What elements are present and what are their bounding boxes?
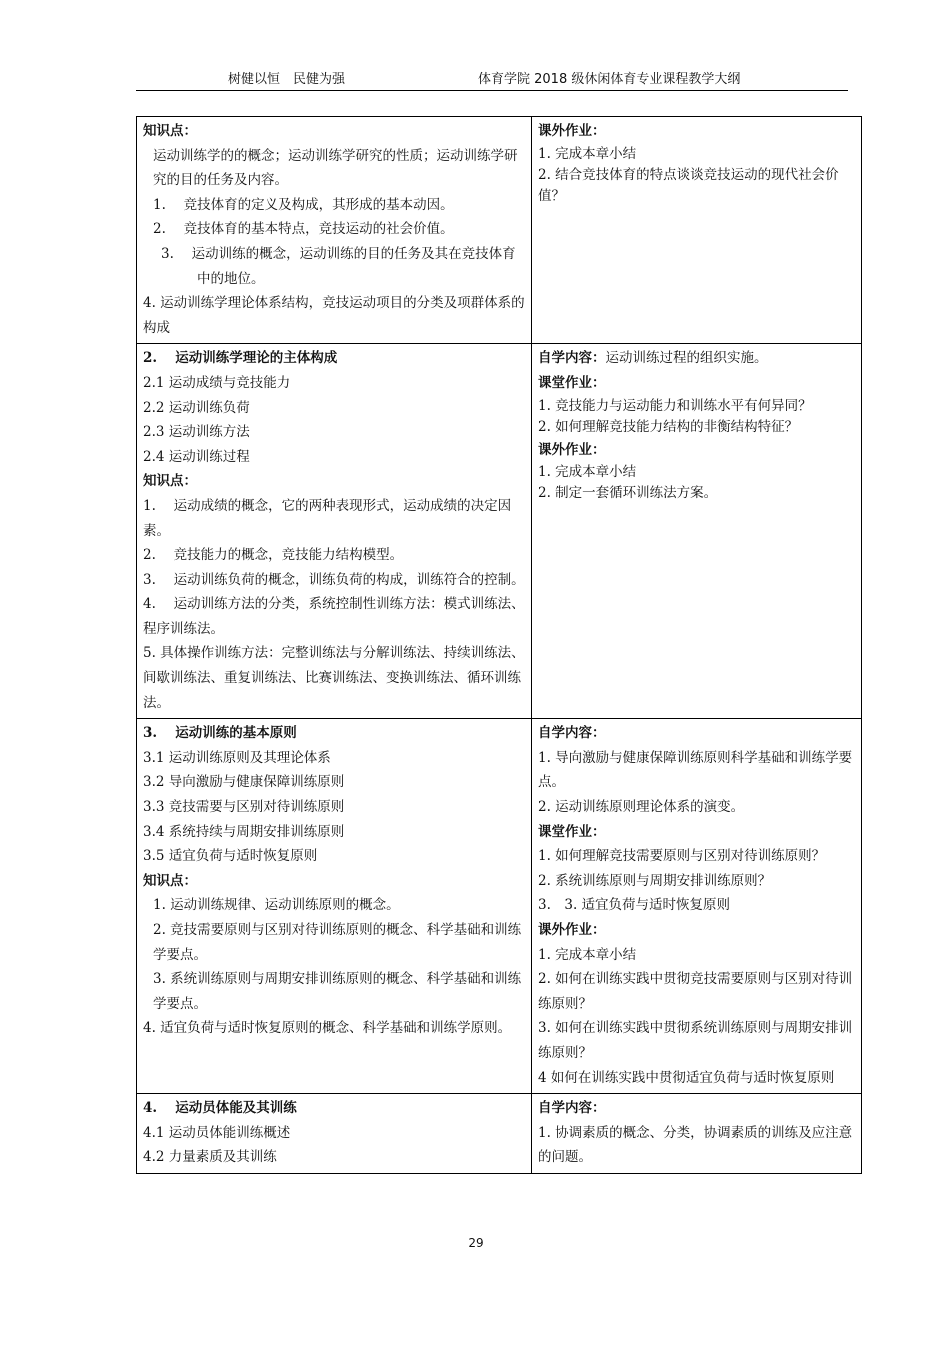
text-line: 2. 结合竞技体育的特点谈谈竞技运动的现代社会价值？ [538,166,839,204]
section-heading: 自学内容： [538,725,606,742]
section-heading: 课堂作业： [538,374,606,391]
assignment-cell [532,1094,862,1174]
table-row [137,1094,862,1174]
text-line: 2.2 运动训练负荷 [143,399,250,416]
text-line: 2. 运动训练原则理论体系的演变。 [538,799,745,816]
text-line: 3.1 运动训练原则及其理论体系 [143,749,331,766]
syllabus-table [136,116,862,1174]
text-line: 2. 竞技需要原则与区别对待训练原则的概念、科学基础和训练学要点。 [153,922,522,963]
text-line: 4. 适宜负荷与适时恢复原则的概念、科学基础和训练学原则。 [143,1020,512,1037]
content-cell [137,1094,532,1174]
content-cell [137,719,532,1094]
page-header [136,68,848,91]
text-line: 1. 完成本章小结 [538,946,637,963]
text-line: 1. 运动训练规律、运动训练原则的概念。 [153,897,400,914]
assignment-cell [532,344,862,719]
text-line: 1. 运动成绩的概念，它的两种表现形式，运动成绩的决定因素。 [143,497,512,539]
text-line: 1. 完成本章小结 [538,464,637,481]
text-line: 2. 如何在训练实践中贯彻竞技需要原则与区别对待训练原则？ [538,971,853,1012]
text-line: 1. 导向激励与健康保障训练原则科学基础和训练学要点。 [538,749,853,791]
text-line: 3. 系统训练原则与周期安排训练原则的概念、科学基础和训练学要点。 [153,971,522,1012]
header-title: 体育学院 2018 级休闲体育专业课程教学大纲 [478,72,741,87]
text-line: 3.3 竞技需要与区别对待训练原则 [143,799,345,816]
text-line: 运动训练学的的概念；运动训练学研究的性质；运动训练学研究的目的任务及内容。 [153,147,518,189]
text-line: 3. 3. 适宜负荷与适时恢复原则 [538,897,731,914]
text-line: 2. 如何理解竞技能力结构的非衡结构特征？ [538,418,799,435]
text-line: 2.3 运动训练方法 [143,424,250,441]
text-line: 4.2 力量素质及其训练 [143,1149,277,1166]
section-heading: 课外作业： [538,441,606,458]
line-text: 运动训练过程的组织实施。 [605,350,768,367]
text-line: 2. 竞技能力的概念，竞技能力结构模型。 [143,547,404,564]
table-row [137,117,862,344]
section-heading: 知识点： [143,123,197,139]
text-line: 1. 完成本章小结 [538,145,637,162]
text-line: 3.2 导向激励与健康保障训练原则 [143,774,345,791]
text-line: 2. 制定一套循环训练法方案。 [538,485,718,502]
header-motto: 树健以恒 民健为强 [228,72,346,87]
table-row [137,344,862,719]
content-cell [137,117,532,344]
text-line: 3. 运动训练负荷的概念，训练负荷的构成，训练符合的控制。 [143,571,525,588]
text-line: 1. 竞技体育的定义及构成，其形成的基本动因。 [153,196,454,213]
assignment-cell [532,719,862,1094]
text-line: 4. 运动训练方法的分类，系统控制性训练方法：模式训练法、程序训练法。 [143,596,525,637]
table-row [137,719,862,1094]
content-cell [137,344,532,719]
text-line: 4. 运动训练学理论体系结构，竞技运动项目的分类及项群体系的构成 [143,295,525,336]
section-heading: 自学内容： [538,1100,606,1117]
text-line: 1. 竞技能力与运动能力和训练水平有何异同？ [538,397,812,414]
text-line: 3.5 适宜负荷与适时恢复原则 [143,848,318,865]
section-heading: 课堂作业： [538,823,606,840]
section-heading: 3. 运动训练的基本原则 [143,725,297,742]
section-heading: 知识点： [143,872,197,889]
text-line: 1. 协调素质的概念、分类，协调素质的训练及应注意的问题。 [538,1124,853,1166]
labeled-line [538,346,855,371]
text-line: 1. 如何理解竞技需要原则与区别对待训练原则？ [538,848,826,865]
text-line: 2.4 运动训练过程 [143,448,250,465]
page-number: 29 [468,1236,484,1250]
text-line: 2. 系统训练原则与周期安排训练原则？ [538,872,772,889]
section-heading: 2. 运动训练学理论的主体构成 [143,350,338,367]
section-heading: 课外作业： [538,123,606,139]
assignment-cell [532,117,862,344]
text-line: 2.1 运动成绩与竞技能力 [143,374,291,391]
line-label: 自学内容： [538,350,606,367]
section-heading: 课外作业： [538,922,606,938]
text-line: 2. 竞技体育的基本特点，竞技运动的社会价值。 [153,221,454,238]
section-heading: 知识点： [143,473,197,490]
text-line: 3. 如何在训练实践中贯彻系统训练原则与周期安排训练原则？ [538,1020,853,1061]
section-heading: 4. 运动员体能及其训练 [143,1100,297,1117]
text-line: 3.4 系统持续与周期安排训练原则 [143,823,345,840]
text-line: 5. 具体操作训练方法：完整训练法与分解训练法、持续训练法、间歇训练法、重复训练法、比赛训练法、变换训练法、循环训练法。 [143,645,525,711]
text-line: 4.1 运动员体能训练概述 [143,1124,291,1141]
text-line: 4 如何在训练实践中贯彻适宜负荷与适时恢复原则 [538,1069,835,1086]
text-line: 3. 运动训练的概念，运动训练的目的任务及其在竞技体育中的地位。 [161,245,516,287]
